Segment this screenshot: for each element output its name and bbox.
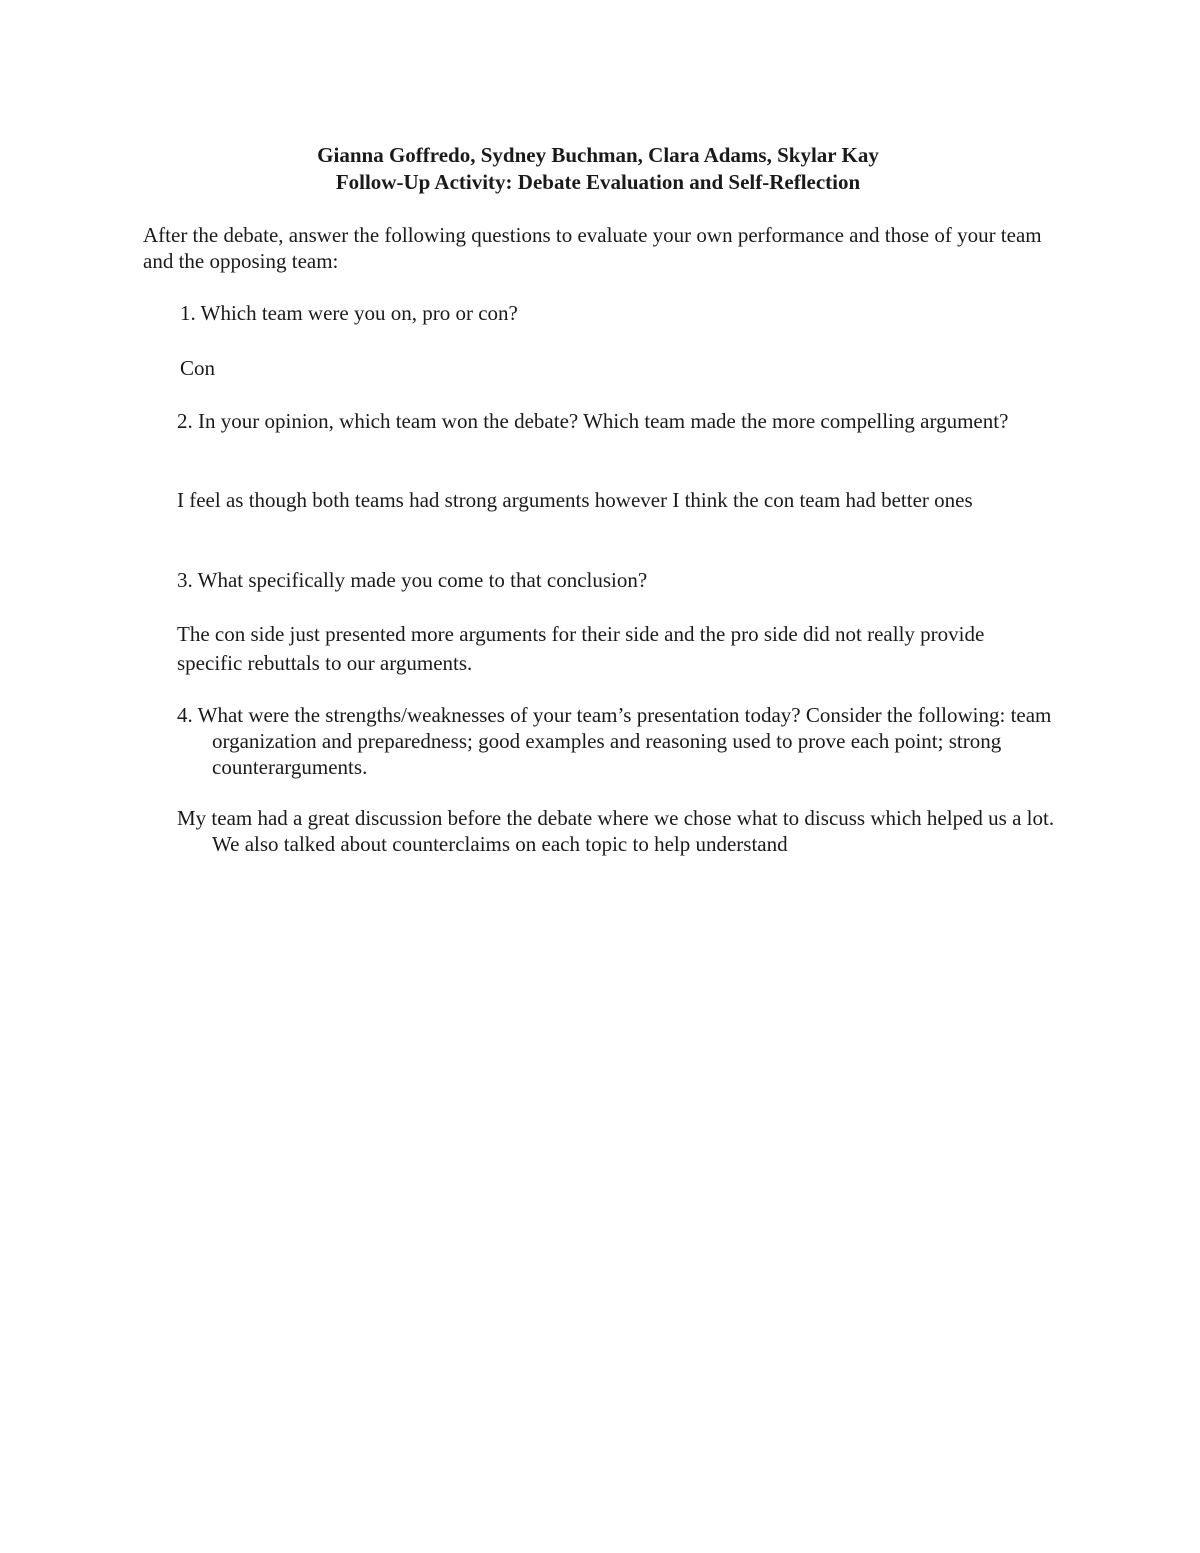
question-1: 1. Which team were you on, pro or con? [180, 301, 518, 325]
question-2: 2. In your opinion, which team won the debate? Which team made the more compelling argument? [177, 409, 1009, 433]
answer-1: Con [180, 356, 216, 380]
question-4: 4. What were the strengths/weaknesses of your team’s presentation today? Consider the following: team organization and preparedness; good examples and reasoning used to prove each point; strong counterarguments. [177, 703, 1052, 779]
intro-paragraph: After the debate, answer the following questions to evaluate your own performance and those of your team and the opposing team: [143, 223, 1042, 273]
document-header [0, 142, 1196, 196]
document-title: Follow-Up Activity: Debate Evaluation and Self-Reflection [335, 170, 861, 194]
question-3: 3. What specifically made you come to that conclusion? [177, 568, 648, 592]
answer-4: My team had a great discussion before the debate where we chose what to discuss which helped us a lot. We also talked about counterclaims on each topic to help understand [177, 806, 1055, 856]
answer-3: The con side just presented more arguments for their side and the pro side did not really provide specific rebuttals to our arguments. [177, 622, 985, 675]
answer-2: I feel as though both teams had strong arguments however I think the con team had better ones [177, 488, 973, 512]
authors-line: Gianna Goffredo, Sydney Buchman, Clara Adams, Skylar Kay [317, 143, 879, 167]
